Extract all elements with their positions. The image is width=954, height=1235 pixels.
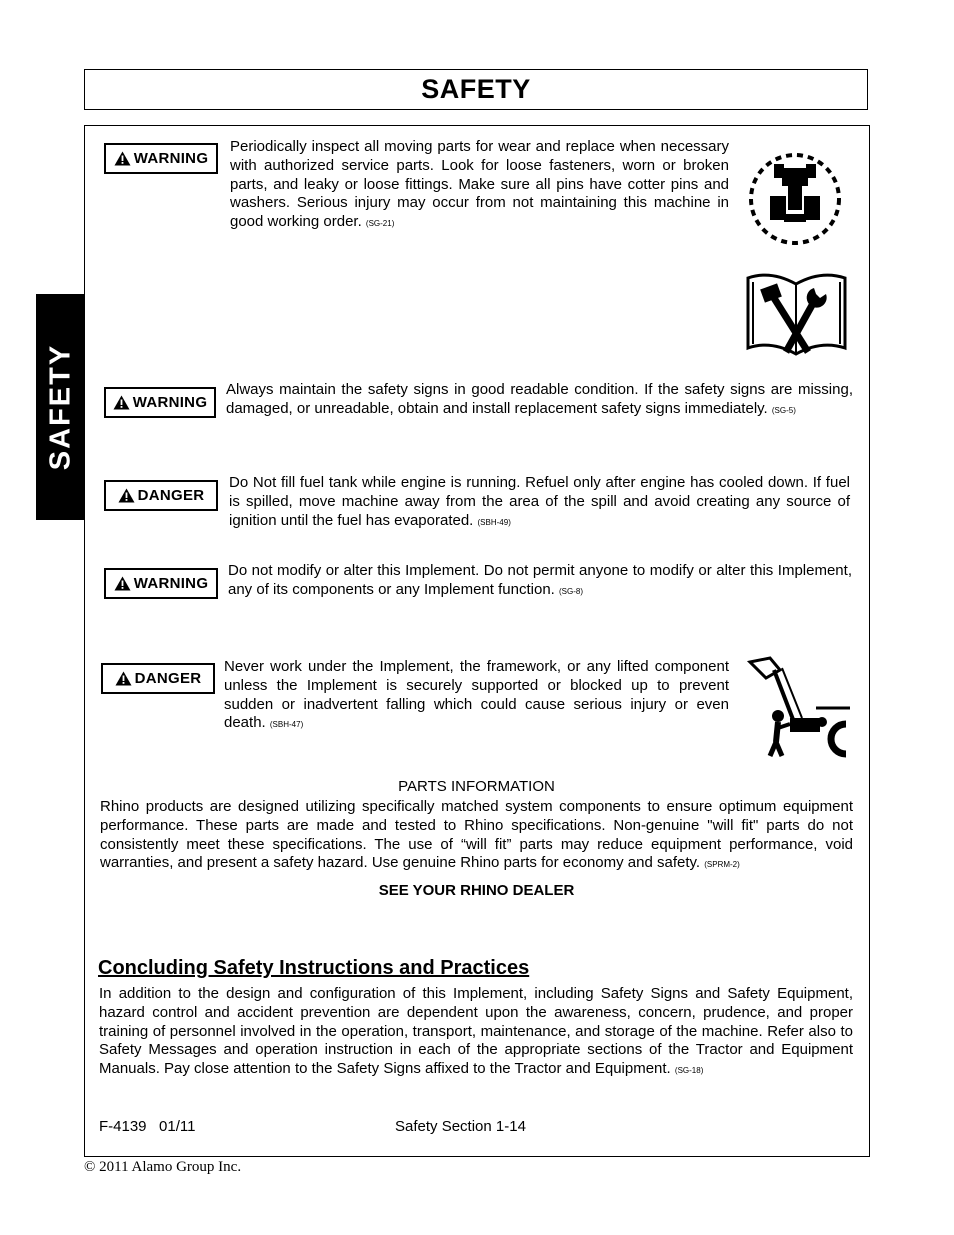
section-heading: Concluding Safety Instructions and Practices <box>98 957 530 979</box>
doc-number: F-4139 01/11 <box>99 1118 196 1135</box>
parts-text: Rhino products are designed utilizing specifically matched system components to ensure optimum equipment performance. These parts are made and tested to Rhino specifications. Non-genuine "will fit" parts do not consistently meet these specifications. The use of “will fit” parts may reduce equipment performance, void warranties, and present a safety hazard. Use genuine Rhino parts for economy and safety. (SPRM-2) <box>100 798 853 872</box>
danger-text-lifted: Never work under the Implement, the framework, or any lifted component unless the Implement is securely supported or blocked up to prevent sudden or inadvertent falling which could cause serious injury or even death. (SBH-47) <box>224 658 729 732</box>
badge-label: WARNING <box>133 150 209 167</box>
lifted-implement-icon <box>746 656 854 760</box>
reference-code: (SPRM-2) <box>704 860 740 870</box>
manual-tools-icon <box>746 268 847 358</box>
warning-text-modify: Do not modify or alter this Implement. Do not permit anyone to modify or alter this Implement, any of its components or any Implement function. (SG-8) <box>228 562 852 598</box>
copyright: © 2011 Alamo Group Inc. <box>84 1159 242 1175</box>
reference-code: (SG-18) <box>674 1066 704 1076</box>
warning-badge <box>104 143 218 174</box>
warning-text-safety-signs: Always maintain the safety signs in good readable condition. If the safety signs are missing, damaged, or unreadable, obtain and install replacement safety signs immediately. (SG-5) <box>226 381 853 417</box>
reference-code: (SG-5) <box>771 405 796 415</box>
badge-label: WARNING <box>133 575 209 592</box>
side-tab-label: SAFETY <box>44 343 76 471</box>
tractor-inspection-icon <box>744 150 846 248</box>
warning-triangle-icon <box>114 151 131 166</box>
reference-code: (SBH-49) <box>477 517 511 527</box>
side-tab <box>36 294 85 520</box>
warning-triangle-icon <box>115 671 132 686</box>
badge-label: DANGER <box>134 670 202 687</box>
page-header <box>84 69 868 110</box>
danger-badge <box>101 663 215 694</box>
danger-badge <box>104 480 218 511</box>
reference-code: (SG-8) <box>559 586 584 596</box>
reference-code: (SBH-47) <box>269 720 304 730</box>
warning-badge <box>104 387 216 418</box>
warning-badge <box>104 568 218 599</box>
reference-code: (SG-21) <box>365 219 395 229</box>
badge-label: DANGER <box>137 487 205 504</box>
warning-triangle-icon <box>114 576 131 591</box>
warning-triangle-icon <box>118 488 135 503</box>
parts-heading: PARTS INFORMATION <box>398 778 555 795</box>
warning-text-inspect: Periodically inspect all moving parts for wear and replace when necessary with authorized service parts. Look for loose fasteners, worn or broken parts, and leaky or loose fittings. Make sure all pins have cotter pins and washers. Serious injury may occur from not maintaining this machine in good working order. (SG-21) <box>230 138 729 231</box>
page-title: SAFETY <box>421 74 531 104</box>
dealer-notice: SEE YOUR RHINO DEALER <box>378 882 575 899</box>
section-page-number: Safety Section 1-14 <box>395 1118 526 1135</box>
danger-text-fuel: Do Not fill fuel tank while engine is running. Refuel only after engine has cooled down. If fuel is spilled, move machine away from the area of the spill and avoid creating any source of ignition until the fuel has evaporated. (SBH-49) <box>229 474 850 529</box>
badge-label: WARNING <box>132 394 208 411</box>
warning-triangle-icon <box>113 395 130 410</box>
concluding-text: In addition to the design and configuration of this Implement, including Safety Signs and Safety Equipment, hazard control and accident prevention are dependent upon the awareness, concern, prudence, and proper training of personnel involved in the operation, transport, maintenance, and storage of the machine. Refer also to Safety Messages and operation instruction in each of the appropriate sections of the Tractor and Equipment Manuals. Pay close attention to the Safety Signs affixed to the Tractor and Equipment. (SG-18) <box>99 985 853 1078</box>
